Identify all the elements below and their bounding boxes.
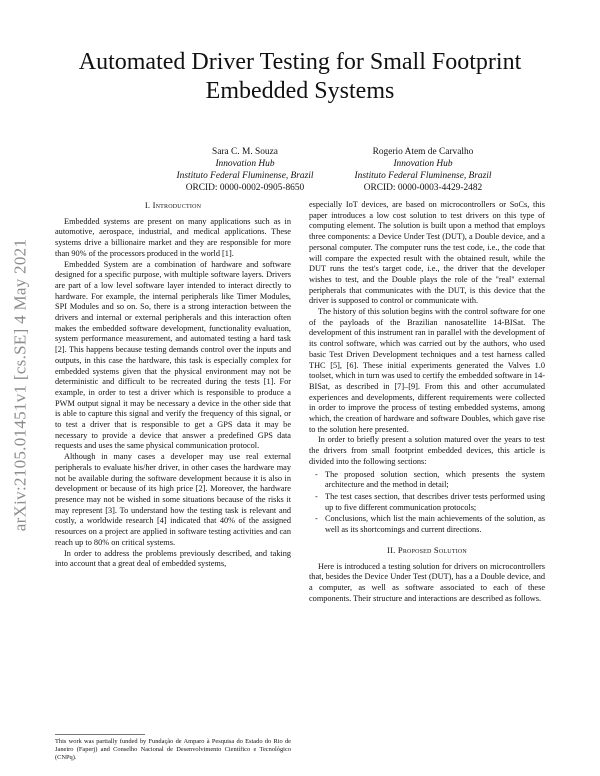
author-orcid: ORCID: 0000-0003-4429-2482 bbox=[363, 183, 483, 193]
right-column bbox=[309, 200, 545, 604]
author-dept: Innovation Hub bbox=[215, 159, 275, 169]
paper-title: Automated Driver Testing for Small Footprint Embedded Systems bbox=[78, 49, 522, 104]
paragraph: In order to briefly present a solution matured over the years to test the drivers from small footprint embedded devices, this article is divided into the following sections: bbox=[309, 435, 545, 466]
paragraph: especially IoT devices, are based on microcontrollers or SoCs, this paper introduces a low cost solution to test drivers on this type of computing element. The solution is built upon a method that employs three components: a Device Under Test (DUT), a Double device, and a personal computer. The computer runs the test code, i.e., the code that will compare the expected result with the obtained result, while the DUT runs the test's target code, i.e., the driver that the developer wishes to test, and the Double plays the role of the "real" external peripherals that communicates with the DUT, is this device that the driver is supposed to control or communicate with. bbox=[309, 200, 545, 306]
list-item: - Conclusions, which list the main achievements of the solution, as well as its shortcomings and current directions. bbox=[319, 514, 545, 535]
paragraph: Although in many cases a developer may use real external peripherals to evaluate his/her driver, in other cases the hardware may not be available during the software development because it is also in development or because of its high price [2]. Moreover, the hardware presence may not be wished in some situations because of the risks it may represent [3]. To understand how the testing task is relevant and costly, a worldwide research [4] indicated that 40% of the assigned resources on a project are applied in software testing activities and can reach up to 80% on critical systems. bbox=[55, 452, 291, 547]
arxiv-side-identifier bbox=[0, 200, 40, 570]
section-heading-introduction: I. Introduction bbox=[144, 200, 202, 210]
sections-list bbox=[309, 470, 545, 536]
author-name: Sara C. M. Souza bbox=[212, 147, 278, 157]
author-orcid: ORCID: 0000-0002-0905-8650 bbox=[185, 183, 305, 193]
paragraph: Embedded systems are present on many applications such as in automotive, aerospace, industrial, and medical applications. These systems drive a billionaire market and they are responsible for more than 90% of the processors produced in the world [1]. bbox=[55, 216, 291, 258]
list-item: - The test cases section, that describes driver tests performed using up to five different communication protocols; bbox=[319, 492, 545, 513]
section-heading-proposed-solution: II. Proposed Solution bbox=[387, 544, 467, 555]
paragraph: The history of this solution begins with the control software for one of the payloads of the Brazilian nanosatellite 14-BISat. The development of this instrument ran in parallel with the development of its control software, which was carried out by the authors, who used basic Test Driven Development techniques and a test harness called THC [5], [6]. These initial experiments generated the Valves 1.0 toolset, which in turn was used to certify the embedded software in 14-BISat, as described in [7]–[9]. From this and other accumulated experiences and developments, different requirements were collected in order to improve the process of testing embedded systems, among which, the creation of hardware and software Doubles, which gave rise to the solution here presented. bbox=[309, 307, 545, 434]
author-institution: Instituto Federal Fluminense, Brazil bbox=[176, 171, 314, 181]
author-block-1 bbox=[150, 146, 340, 194]
paragraph: Embedded System are a combination of hardware and software designed for a specific purpose, with multiple software layers. Drivers are part of a low level software layer intended to interact directly to hardware. For example, the internal peripherals like Timer Modules, SPI Modules and so on. So, there is a strong interaction between the drivers and internal or external peripherals and this interaction often makes the embedded software development, functionality evaluation, system performance measurement, and automated testing a hard task [2]. This happens because testing demands control over the inputs and outputs, in this case the hardware, this task is especially complex for embedded systems given that the physical environment may not be deterministic and difficult to be recreated during the tests [1]. For example, in order to test a driver which is responsible to produce a PWM output signal it may be necessary a device in the other side that is able to capture this signal and verify the frequency of this signal, or to test a driver that is responsible to get a GPS data it may be necessary to provide a device that answer a predefined GPS data requests and uses the same physical communication protocol. bbox=[55, 259, 291, 451]
author-block-2 bbox=[328, 146, 518, 194]
author-institution: Instituto Federal Fluminense, Brazil bbox=[354, 171, 492, 181]
paragraph: In order to address the problems previously described, and taking into account that a great deal of embedded systems, bbox=[55, 548, 291, 569]
funding-footnote: This work was partially funded by Fundação de Amparo à Pesquisa do Estado do Rio de Janeiro (Faperj) and Conselho Nacional de Desenvolvimento Científico e Tecnológico (CNPq). bbox=[55, 738, 291, 761]
left-column bbox=[55, 200, 291, 570]
author-dept: Innovation Hub bbox=[393, 159, 453, 169]
paragraph: Here is introduced a testing solution for drivers on microcontrollers that, besides the Device Under Test (DUT), has a a Double device, and a computer, as well as software associated to each of these components. Their structure and interactions are described as follows. bbox=[309, 561, 545, 603]
list-item: - The proposed solution section, which presents the system architecture and the method in detail; bbox=[319, 470, 545, 491]
footnote-rule bbox=[55, 734, 145, 735]
arxiv-id-text: arXiv:2105.01451v1 [cs.SE] 4 May 2021 bbox=[10, 238, 30, 532]
author-name: Rogerio Atem de Carvalho bbox=[372, 147, 474, 157]
